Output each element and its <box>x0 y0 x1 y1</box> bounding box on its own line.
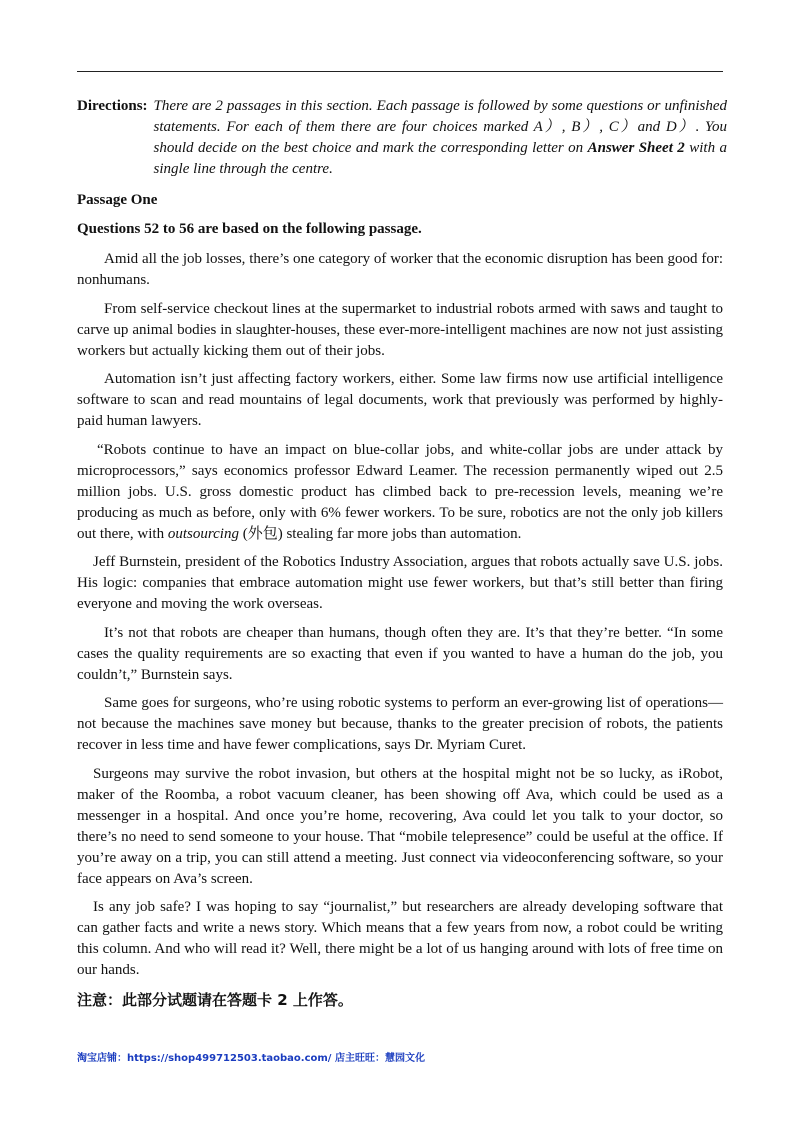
paragraph-4-after: (外包) stealing far more jobs than automation. <box>238 525 522 542</box>
paragraph-4-italic: outsourcing <box>167 525 239 542</box>
shop-footer-link[interactable]: 淘宝店铺：https://shop499712503.taobao.com/ 店主旺旺：慧园文化 <box>77 1053 425 1064</box>
paragraph-8: Surgeons may survive the robot invasion, but others at the hospital might not be so lucky, as iRobot, maker of the Roomba, a robot vacuum cleaner, has been showing off Ava, which could be used as a messenger in a hospital. And once you’re home, recovering, Ava could let you talk to your doctor, so there’s no need to send someone to your house. That “mobile telepresence” could be useful at the office. If you’re away on a trip, you can still attend a meeting. Just connect via videoconferencing software, so your face appears on Ava’s screen. <box>77 765 723 887</box>
paragraph-6: It’s not that robots are cheaper than humans, though often they are. It’s that they’re better. “In some cases the quality requirements are so exacting that even if you wanted to have a human do the job, you couldn’t,” Burnstein says. <box>77 624 723 683</box>
paragraph-4 <box>77 440 723 545</box>
directions-label: Directions: <box>77 98 148 114</box>
paragraph-5: Jeff Burnstein, president of the Robotics Industry Association, argues that robots actually save U.S. jobs. His logic: companies that embrace automation might use fewer workers, but that’s still better than firing everyone and moving the work overseas. <box>77 554 723 612</box>
answer-sheet-note: 注意：此部分试题请在答题卡 2 上作答。 <box>77 991 353 1009</box>
paragraph-4-before: “Robots continue to have an impact on blue-collar jobs, and white-collar jobs are under attack by microprocessors,” says economics professor Edward Leamer. The recession permanently wiped out 2.5 million jobs. U.S. gross domestic product has climbed back to pre-recession levels, meaning we’re producing as much as before, only with 6% fewer workers. To be sure, robotics are not the only job killers out there, with <box>77 441 723 542</box>
directions-block <box>77 96 727 180</box>
paragraph-7: Same goes for surgeons, who’re using robotic systems to perform an ever-growing list of operations—not because the machines save money but because, thanks to the greater precision of robots, the patients recover in less time and have fewer complications, says Dr. Myriam Curet. <box>77 695 723 753</box>
paragraph-9: Is any job safe? I was hoping to say “journalist,” but researchers are already developing software that can gather facts and write a news story. Which means that a few years from now, a robot could be writing this column. And who will read it? Well, there might be a lot of us hanging around with lots of free time on our hands. <box>77 899 723 978</box>
directions-text <box>154 96 727 180</box>
questions-heading: Questions 52 to 56 are based on the following passage. <box>77 221 422 237</box>
passage-body <box>77 249 723 989</box>
top-divider <box>77 71 723 72</box>
directions-text-after: with a single line through the centre. <box>153 140 727 177</box>
paragraph-2: From self-service checkout lines at the supermarket to industrial robots armed with saws and taught to carve up animal bodies in slaughter-houses, these ever-more-intelligent machines are now not just assisting workers but actually kicking them out of their jobs. <box>77 300 723 359</box>
passage-heading: Passage One <box>77 192 158 208</box>
paragraph-3: Automation isn’t just affecting factory workers, either. Some law firms now use artificial intelligence software to scan and read mountains of legal documents, work that previously was performed by highly-paid human lawyers. <box>77 371 723 429</box>
paragraph-1: Amid all the job losses, there’s one category of worker that the economic disruption has been good for: nonhumans. <box>77 251 723 288</box>
directions-text-before: There are 2 passages in this section. Each passage is followed by some questions or unfinished statements. For each of them there are four choices marked A）, B）, C）and D）. You should decide on the best choice and mark the corresponding letter on <box>153 98 727 156</box>
answer-sheet-label: Answer Sheet 2 <box>587 140 685 156</box>
